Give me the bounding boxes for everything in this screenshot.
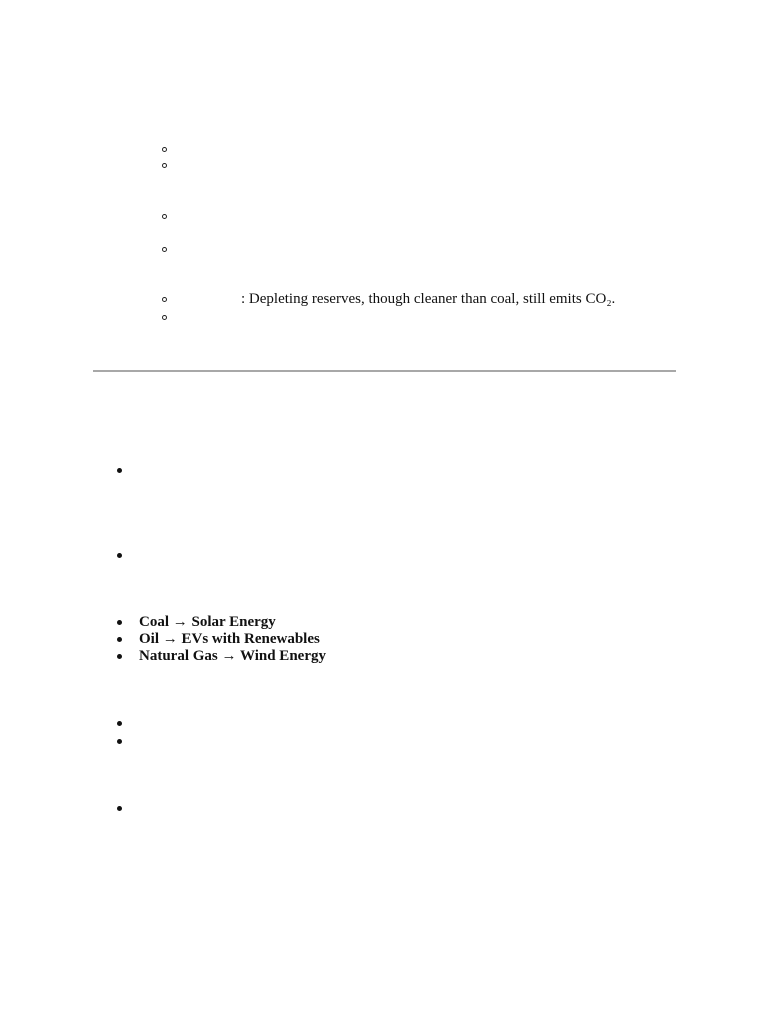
section-divider [93,370,676,372]
list-item-bullet [162,214,167,219]
list-item-bullet [162,297,167,302]
replacement-item-oil: Oil → EVs with Renewables [139,631,320,647]
list-item-bullet [162,247,167,252]
natural-gas-drawback-text: : Depleting reserves, though cleaner than coal, still emits CO₂. [241,291,616,307]
list-item-bullet [117,654,122,659]
list-item-bullet [117,553,122,558]
list-item-bullet [117,620,122,625]
list-item-bullet [162,163,167,168]
list-item-bullet [162,147,167,152]
list-item-bullet [117,637,122,642]
list-item-bullet [117,721,122,726]
list-item-bullet [117,739,122,744]
replacement-item-coal: Coal → Solar Energy [139,614,276,630]
replacement-item-natural-gas: Natural Gas → Wind Energy [139,648,326,664]
list-item-bullet [117,806,122,811]
list-item-bullet [117,468,122,473]
list-item-bullet [162,315,167,320]
